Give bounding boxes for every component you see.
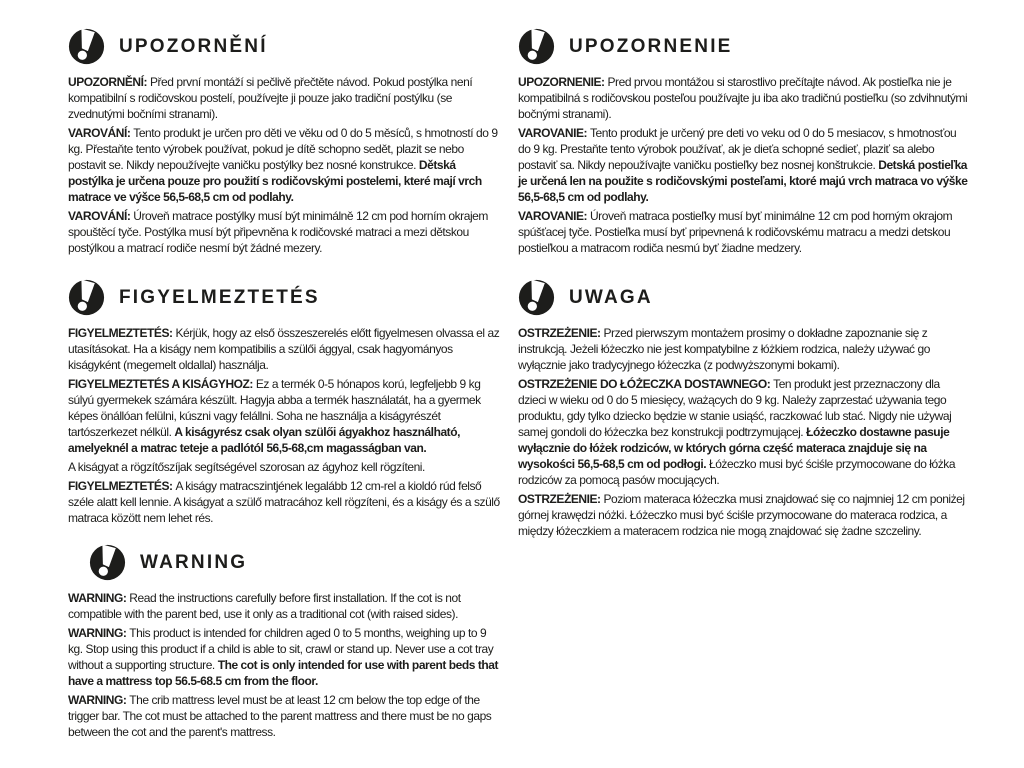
paragraph: OSTRZEŻENIE: Poziom materaca łóżeczka musi znajdować się co najmniej 12 cm poniżej górnej krawędzi nóżki. Łóżeczko musi być ściśle przymocowane do materaca rodzica, a między łóżeczkiem a materacem rodzica nie mogą znajdować się żadne szczeliny. bbox=[518, 492, 965, 538]
paragraph: FIGYELMEZTETÉS: A kiságy matracszintjének legalább 12 cm-rel a kioldó rúd felső széle alatt kell lennie. A kiságyat a szülő matracához kell rögzíteni, és a kiságy és a szülő matraca között nem lehet rés. bbox=[68, 479, 500, 525]
section-heading: UWAGA bbox=[569, 286, 653, 308]
section-body bbox=[518, 74, 970, 256]
warning-exclamation-icon bbox=[68, 28, 105, 65]
section-body bbox=[68, 325, 500, 526]
section-heading: FIGYELMEZTETÉS bbox=[119, 286, 320, 308]
warning-exclamation-icon bbox=[89, 544, 126, 581]
section-hungarian-header bbox=[68, 279, 500, 316]
paragraph: OSTRZEŻENIE DO ŁÓŻECZKA DOSTAWNEGO: Ten produkt jest przeznaczony dla dzieci w wieku od 0 do 5 miesięcy, ważących do 9 kg. Należy zaprzestać używania tego produktu, gdy tylko dziecko będzie w stanie usiąść, raczkować lub stać. Nigdy nie używaj samej gondoli do łóżeczka bez konstrukcji podtrzymującej. Łóżeczko dostawne pasuje wyłącznie do łóżek rodziców, w których górna część materaca znajduje się na wysokości 56,5-68,5 cm od podłogi. Łóżeczko musi być ściśle przymocowane do łóżka rodziców za pomocą pasów mocujących. bbox=[518, 377, 956, 487]
paragraph: VAROVÁNÍ: Úroveň matrace postýlky musí být minimálně 12 cm pod horním okrajem spouštěcí tyče. Postýlka musí být připevněna k rodičovské matraci a mezi dětskou postýlkou a matrací rodiče nesmí být žádné mezery. bbox=[68, 209, 488, 255]
paragraph: VAROVÁNÍ: Tento produkt je určen pro děti ve věku od 0 do 5 měsíců, s hmotností do 9 kg. Přestaňte tento výrobek používat, pokud je dítě schopno sedět, plazit se nebo postavit se. Nikdy nepoužívejte vaničku postýlky bez nosné konstrukce. Dětská postýlka je určena pouze pro použití s rodičovskými postelemi, které mají vrch matrace ve výšce 56,5-68,5 cm od podlahy. bbox=[68, 126, 498, 204]
paragraph: FIGYELMEZTETÉS A KISÁGYHOZ: Ez a termék 0-5 hónapos korú, legfeljebb 9 kg súlyú gyermekek számára készült. Hagyja abba a termék használatát, ha a gyermek képes önállóan felülni, kúszni vagy felállni. Soha ne használja a kiságyrészét tartószerkezet nélkül. A kiságyrész csak olyan szülői ágyakhoz használható, amelyeknél a matrac teteje a padlótól 56,5-68,cm magasságban van. bbox=[68, 377, 481, 455]
paragraph: WARNING: Read the instructions carefully before first installation. If the cot is not compatible with the parent bed, use it only as a traditional cot (with raised sides). bbox=[68, 591, 461, 621]
paragraph: VAROVANIE: Tento produkt je určený pre deti vo veku od 0 do 5 mesiacov, s hmotnosťou do 9 kg. Prestaňte tento výrobok používať, ak je dieťa schopné sedieť, plaziť sa alebo postaviť sa. Nikdy nepoužívajte vaničku postieľky bez nosnej konštrukcie. Detská postieľka je určená len na použite s rodičovskými posteľami, ktoré majú vrch matraca vo výške 56,5-68,5 cm od podlahy. bbox=[518, 126, 968, 204]
paragraph: UPOZORNENIE: Pred prvou montážou si starostlivo prečítajte návod. Ak postieľka nie je kompatibilná s rodičovskou posteľou používajte ju iba ako tradičnú postieľku (so zdvihnutými bočnými stranami). bbox=[518, 75, 968, 121]
right-column bbox=[518, 28, 970, 768]
section-heading: WARNING bbox=[140, 551, 248, 573]
section-czech-warning bbox=[68, 28, 500, 256]
paragraph: FIGYELMEZTETÉS: Kérjük, hogy az első összeszerelés előtt figyelmesen olvassa el az utasításokat. Ha a kiságy nem kompatibilis a szülői ággyal, csak hagyományos kiságyként (megemelt oldallal) használja. bbox=[68, 326, 500, 372]
paragraph: WARNING: The crib mattress level must be at least 12 cm below the top edge of the trigger bar. The cot must be attached to the parent mattress and there must be no gaps between the cot and the parent's mattress. bbox=[68, 693, 492, 739]
section-polish-warning bbox=[518, 279, 970, 539]
section-heading: UPOZORNĚNÍ bbox=[119, 35, 268, 57]
section-body bbox=[518, 325, 970, 539]
paragraph: A kiságyat a rögzítőszíjak segítségével szorosan az ágyhoz kell rögzíteni. bbox=[68, 460, 425, 474]
section-body bbox=[68, 74, 500, 256]
section-heading: UPOZORNENIE bbox=[569, 35, 733, 57]
section-polish-header bbox=[518, 279, 970, 316]
section-slovak-warning bbox=[518, 28, 970, 256]
section-english-header bbox=[68, 544, 500, 581]
section-hungarian-warning bbox=[68, 279, 500, 526]
left-column bbox=[68, 28, 500, 768]
paragraph: WARNING: This product is intended for children aged 0 to 5 months, weighing up to 9 kg. Stop using this product if a child is able to sit, crawl or stand up. Never use a cot tray without a supporting structure. The cot is only intended for use with parent beds that have a mattress top 56.5-68.5 cm from the floor. bbox=[68, 626, 499, 688]
section-slovak-header bbox=[518, 28, 970, 65]
warning-exclamation-icon bbox=[518, 28, 555, 65]
warning-exclamation-icon bbox=[518, 279, 555, 316]
section-english-warning bbox=[68, 544, 500, 740]
section-czech-header bbox=[68, 28, 500, 65]
warning-exclamation-icon bbox=[68, 279, 105, 316]
section-body bbox=[68, 590, 500, 740]
paragraph: VAROVANIE: Úroveň matraca postieľky musí byť minimálne 12 cm pod horným okrajom spúšťacej tyče. Postieľka musí byť pripevnená k rodičovskému matracu a medzi detskou postieľkou a matracom rodiča nesmú byť žiadne medzery. bbox=[518, 209, 953, 255]
paragraph: UPOZORNĚNÍ: Před první montáží si pečlivě přečtěte návod. Pokud postýlka není kompatibilní s rodičovskou postelí, používejte ji pouze jako tradiční postýlku (se zvednutými bočními stranami). bbox=[68, 75, 473, 121]
paragraph: OSTRZEŻENIE: Przed pierwszym montażem prosimy o dokładne zapoznanie się z instrukcją. Jeżeli łóżeczko nie jest kompatybilne z łóżkiem rodzica, należy używać go wyłącznie jako tradycyjnego łóżeczka (z podwyższonymi bokami). bbox=[518, 326, 930, 372]
